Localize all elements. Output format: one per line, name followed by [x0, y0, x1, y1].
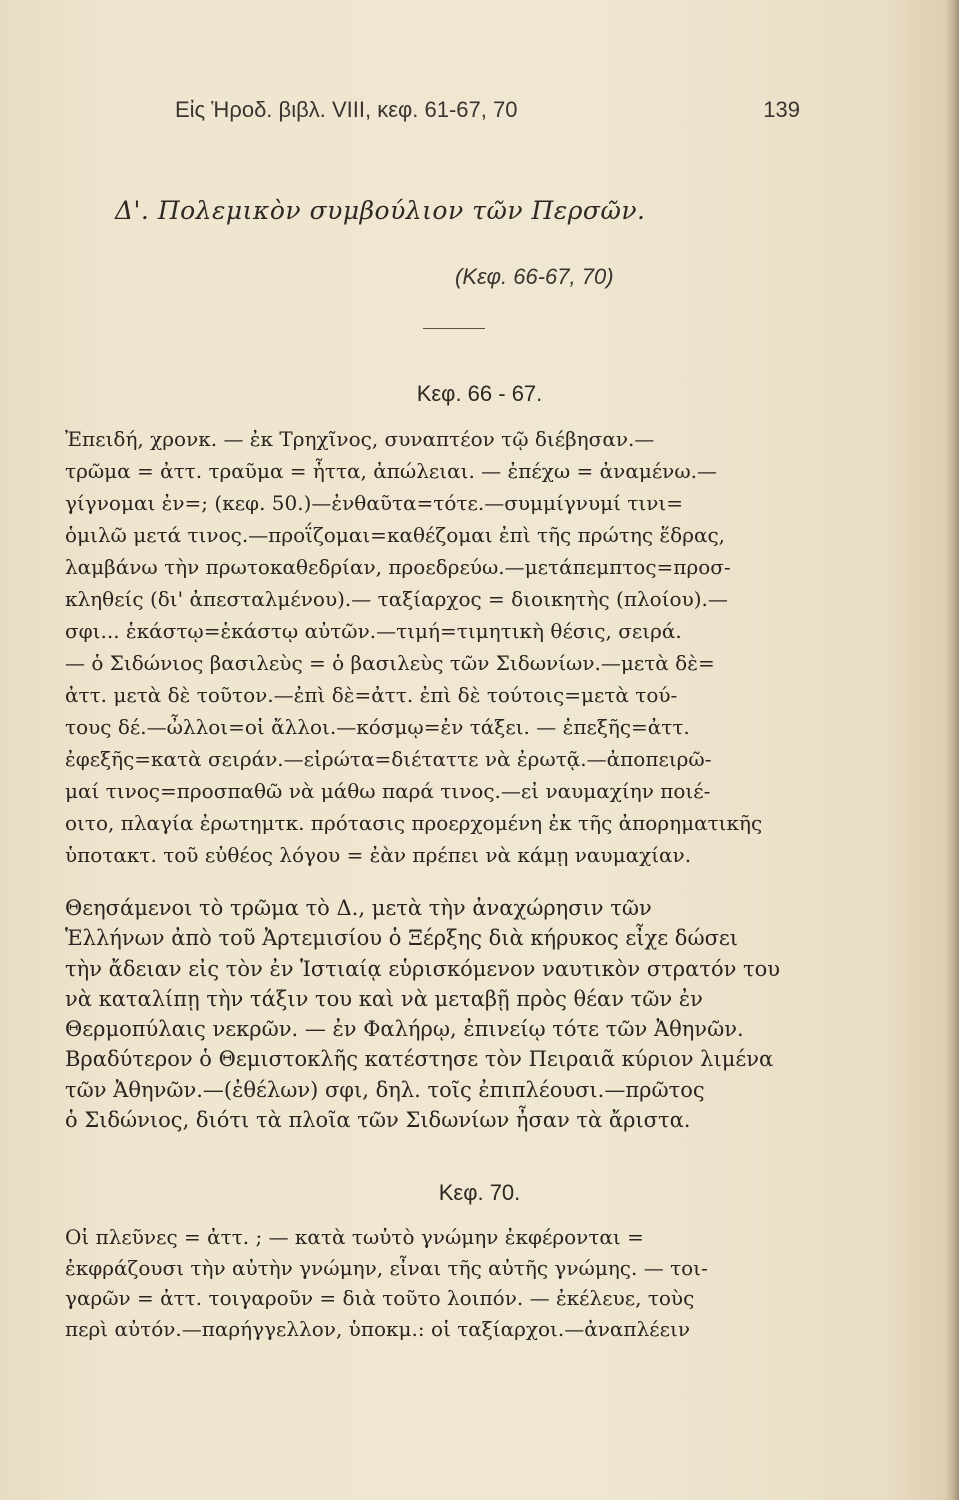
page-edge-shadow [945, 0, 959, 1500]
glossary-line: Ἐπειδή, χρονκ. — ἐκ Τρηχῖνος, συναπτέον τῷ διέβησαν.— [65, 427, 655, 451]
divider-rule [423, 328, 485, 329]
chapter-heading-66-67: Κεφ. 66 - 67. [416, 381, 543, 406]
glossary-line: ὁμιλῶ μετά τινος.—προΐζομαι=καθέζομαι ἐπὶ τῆς πρώτης ἕδρας, [65, 523, 726, 547]
section-subtitle: (Κεφ. 66-67, 70) [455, 264, 614, 289]
paragraph-line: Ἑλλήνων ἀπὸ τοῦ Ἀρτεμισίου ὁ Ξέρξης διὰ κήρυκος εἶχε δώσει [65, 926, 739, 951]
paragraph-line: νὰ καταλίπῃ τὴν τάξιν του καὶ νὰ μεταβῇ πρὸς θέαν τῶν ἐν [65, 986, 703, 1011]
glossary-line: γαρῶν = ἀττ. τοιγαροῦν = διὰ τοῦτο λοιπόν. — ἐκέλευε, τοὺς [65, 1286, 695, 1310]
glossary-line: τους δέ.—ὦλλοι=οἱ ἄλλοι.—κόσμῳ=ἐν τάξει. — ἐπεξῆς=ἀττ. [65, 715, 690, 739]
glossary-line: ἐφεξῆς=κατὰ σειράν.—εἰρώτα=διέταττε νὰ ἐρωτᾷ.—ἀποπειρῶ- [65, 747, 712, 771]
section-title: Δ'. Πολεμικὸν συμβούλιον τῶν Περσῶν. [115, 196, 646, 225]
page-header [175, 97, 800, 131]
glossary-line: ἀττ. μετὰ δὲ τοῦτον.—ἐπὶ δὲ=ἀττ. ἐπὶ δὲ τούτοις=μετὰ τού- [65, 683, 678, 707]
glossary-line: λαμβάνω τὴν πρωτοκαθεδρίαν, προεδρεύω.—μετάπεμπτος=προσ- [65, 555, 731, 579]
glossary-line: περὶ αὐτόν.—παρήγγελλον, ὑποκμ.: οἱ ταξίαρχοι.—ἀναπλέειν [65, 1316, 690, 1341]
running-title: Εἰς Ἡροδ. βιβλ. VIII, κεφ. 61-67, 70 [175, 97, 518, 122]
glossary-line: κληθείς (δι' ἀπεσταλμένου).— ταξίαρχος = διοικητὴς (πλοίου).— [65, 587, 728, 611]
glossary-line: ὑποτακτ. τοῦ εὐθέος λόγου = ἐὰν πρέπει νὰ κάμῃ ναυμαχίαν. [65, 843, 692, 867]
glossary-line: σφι... ἑκάστῳ=ἑκάστῳ αὐτῶν.—τιμή=τιμητικὴ θέσις, σειρά. [65, 619, 682, 643]
paragraph-line: Βραδύτερον ὁ Θεμιστοκλῆς κατέστησε τὸν Πειραιᾶ κύριον λιμένα [65, 1047, 774, 1072]
glossary-line: μαί τινος=προσπαθῶ νὰ μάθω παρά τινος.—εἰ ναυμαχίην ποιέ- [65, 779, 711, 803]
commentary-paragraph [65, 893, 785, 1135]
glossary-line: — ὁ Σιδώνιος βασιλεὺς = ὁ βασιλεὺς τῶν Σιδωνίων.—μετὰ δὲ= [65, 651, 715, 675]
page-number: 139 [763, 97, 800, 122]
paragraph-line: Θερμοπύλαις νεκρῶν. — ἐν Φαλήρῳ, ἐπινείῳ τότε τῶν Ἀθηνῶν. [65, 1017, 744, 1042]
glossary-line: οιτο, πλαγία ἐρωτημτκ. πρότασις προερχομένη ἐκ τῆς ἀπορηματικῆς [65, 811, 763, 835]
glossary-line: γίγνομαι ἐν=; (κεφ. 50.)—ἐνθαῦτα=τότε.—συμμίγνυμί τινι= [65, 491, 683, 515]
glossary-line: Οἱ πλεῦνες = ἀττ. ; — κατὰ τωὐτὸ γνώμην ἐκφέρονται = [65, 1225, 644, 1249]
paragraph-line: ὁ Σιδώνιος, διότι τὰ πλοῖα τῶν Σιδωνίων ἦσαν τὰ ἄριστα. [65, 1108, 691, 1133]
paragraph-line: τῶν Ἀθηνῶν.—(ἐθέλων) σφι, δηλ. τοῖς ἐπιπλέουσι.—πρῶτος [65, 1077, 705, 1102]
glossary-line: τρῶμα = ἀττ. τραῦμα = ἧττα, ἀπώλειαι. — ἐπέχω = ἀναμένω.— [65, 459, 718, 483]
chapter-heading-70: Κεφ. 70. [438, 1180, 521, 1205]
glossary-line: ἐκφράζουσι τὴν αὐτὴν γνώμην, εἶναι τῆς αὐτῆς γνώμης. — τοι- [65, 1255, 708, 1280]
paragraph-line: τὴν ἄδειαν εἰς τὸν ἐν Ἱστιαίᾳ εὑρισκόμενον ναυτικὸν στρατόν του [65, 956, 781, 981]
glossary-block-2 [65, 1222, 785, 1344]
paragraph-line: Θεησάμενοι τὸ τρῶμα τὸ Δ., μετὰ τὴν ἀναχώρησιν τῶν [65, 896, 652, 920]
glossary-block-1 [65, 423, 785, 871]
